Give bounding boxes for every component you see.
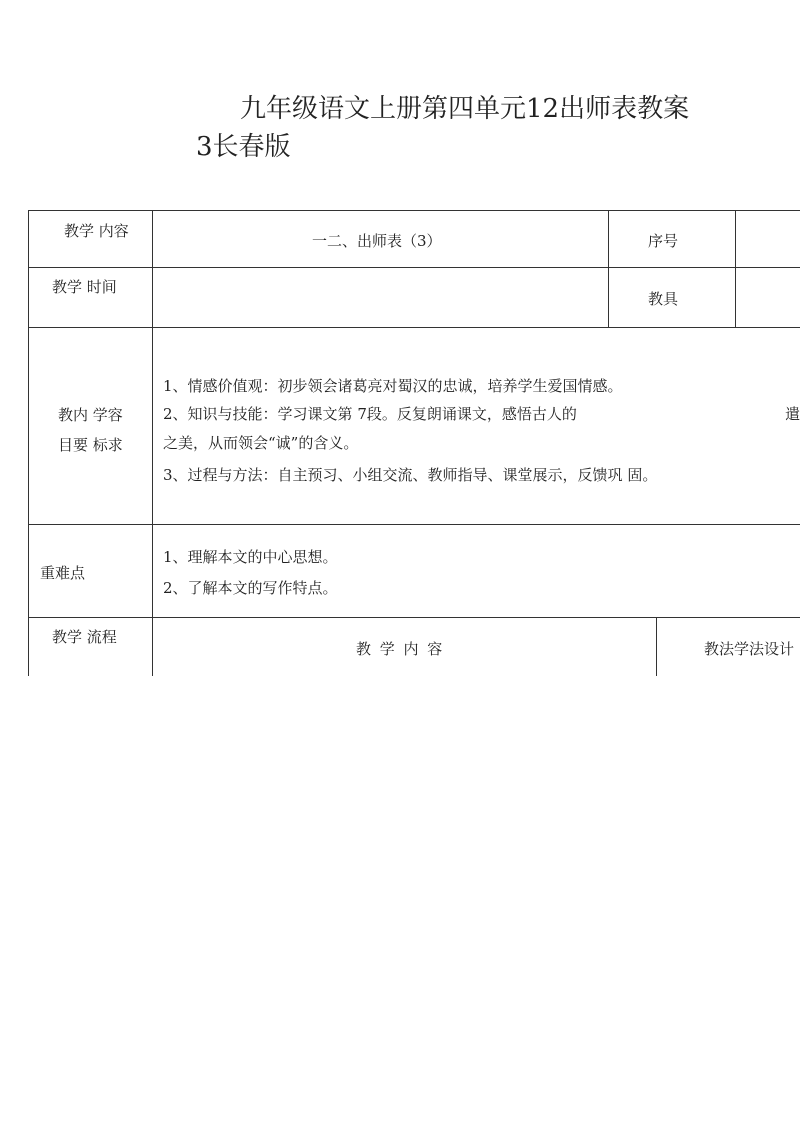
row-label-objectives-line2: 目要 标求: [58, 436, 123, 454]
row-label-teaching-time: 教学 时间: [52, 278, 117, 296]
row-label-key-points: 重难点: [40, 564, 86, 582]
table-border-left: [28, 210, 29, 676]
key-point-item: 1、理解本文的中心思想。: [163, 548, 338, 566]
teaching-tools-label: 教具: [648, 290, 679, 308]
table-row-divider: [28, 327, 800, 328]
table-column-divider: [735, 210, 736, 327]
table-row-divider: [28, 267, 800, 268]
objective-item: 3、过程与方法：自主预习、小组交流、教师指导、课堂展示，反馈巩 固。: [163, 466, 658, 484]
sequence-label: 序号: [648, 232, 679, 250]
objective-item: 1、情感价值观：初步领会诸葛亮对蜀汉的忠诚，培养学生爱国情感。: [163, 377, 623, 395]
objective-item: 之美，从而领会“诚”的含义。: [163, 434, 359, 452]
row-label-teaching-content: 教学 内容: [64, 222, 129, 240]
table-row-divider: [28, 617, 800, 618]
table-row-divider: [28, 524, 800, 525]
document-title-line2: 3长春版: [196, 132, 291, 162]
table-border-top: [28, 210, 800, 211]
table-column-divider: [656, 617, 657, 676]
objective-item: 2、知识与技能：学习课文第 7段。反复朗诵课文，感悟古人的: [163, 405, 577, 423]
teaching-content-header: 教 学 内 容: [356, 640, 445, 658]
teaching-method-header: 教法学法设计: [704, 640, 795, 658]
key-point-item: 2、了解本文的写作特点。: [163, 579, 338, 597]
table-column-divider: [608, 210, 609, 327]
lesson-title-cell: 一二、出师表（3）: [312, 232, 442, 250]
row-label-teaching-process: 教学 流程: [52, 628, 117, 646]
row-label-objectives-line1: 教内 学容: [58, 406, 123, 424]
table-column-divider: [152, 210, 153, 676]
objective-item-overflow: 遣: [785, 405, 800, 423]
document-title-line1: 九年级语文上册第四单元12出师表教案: [240, 94, 690, 124]
